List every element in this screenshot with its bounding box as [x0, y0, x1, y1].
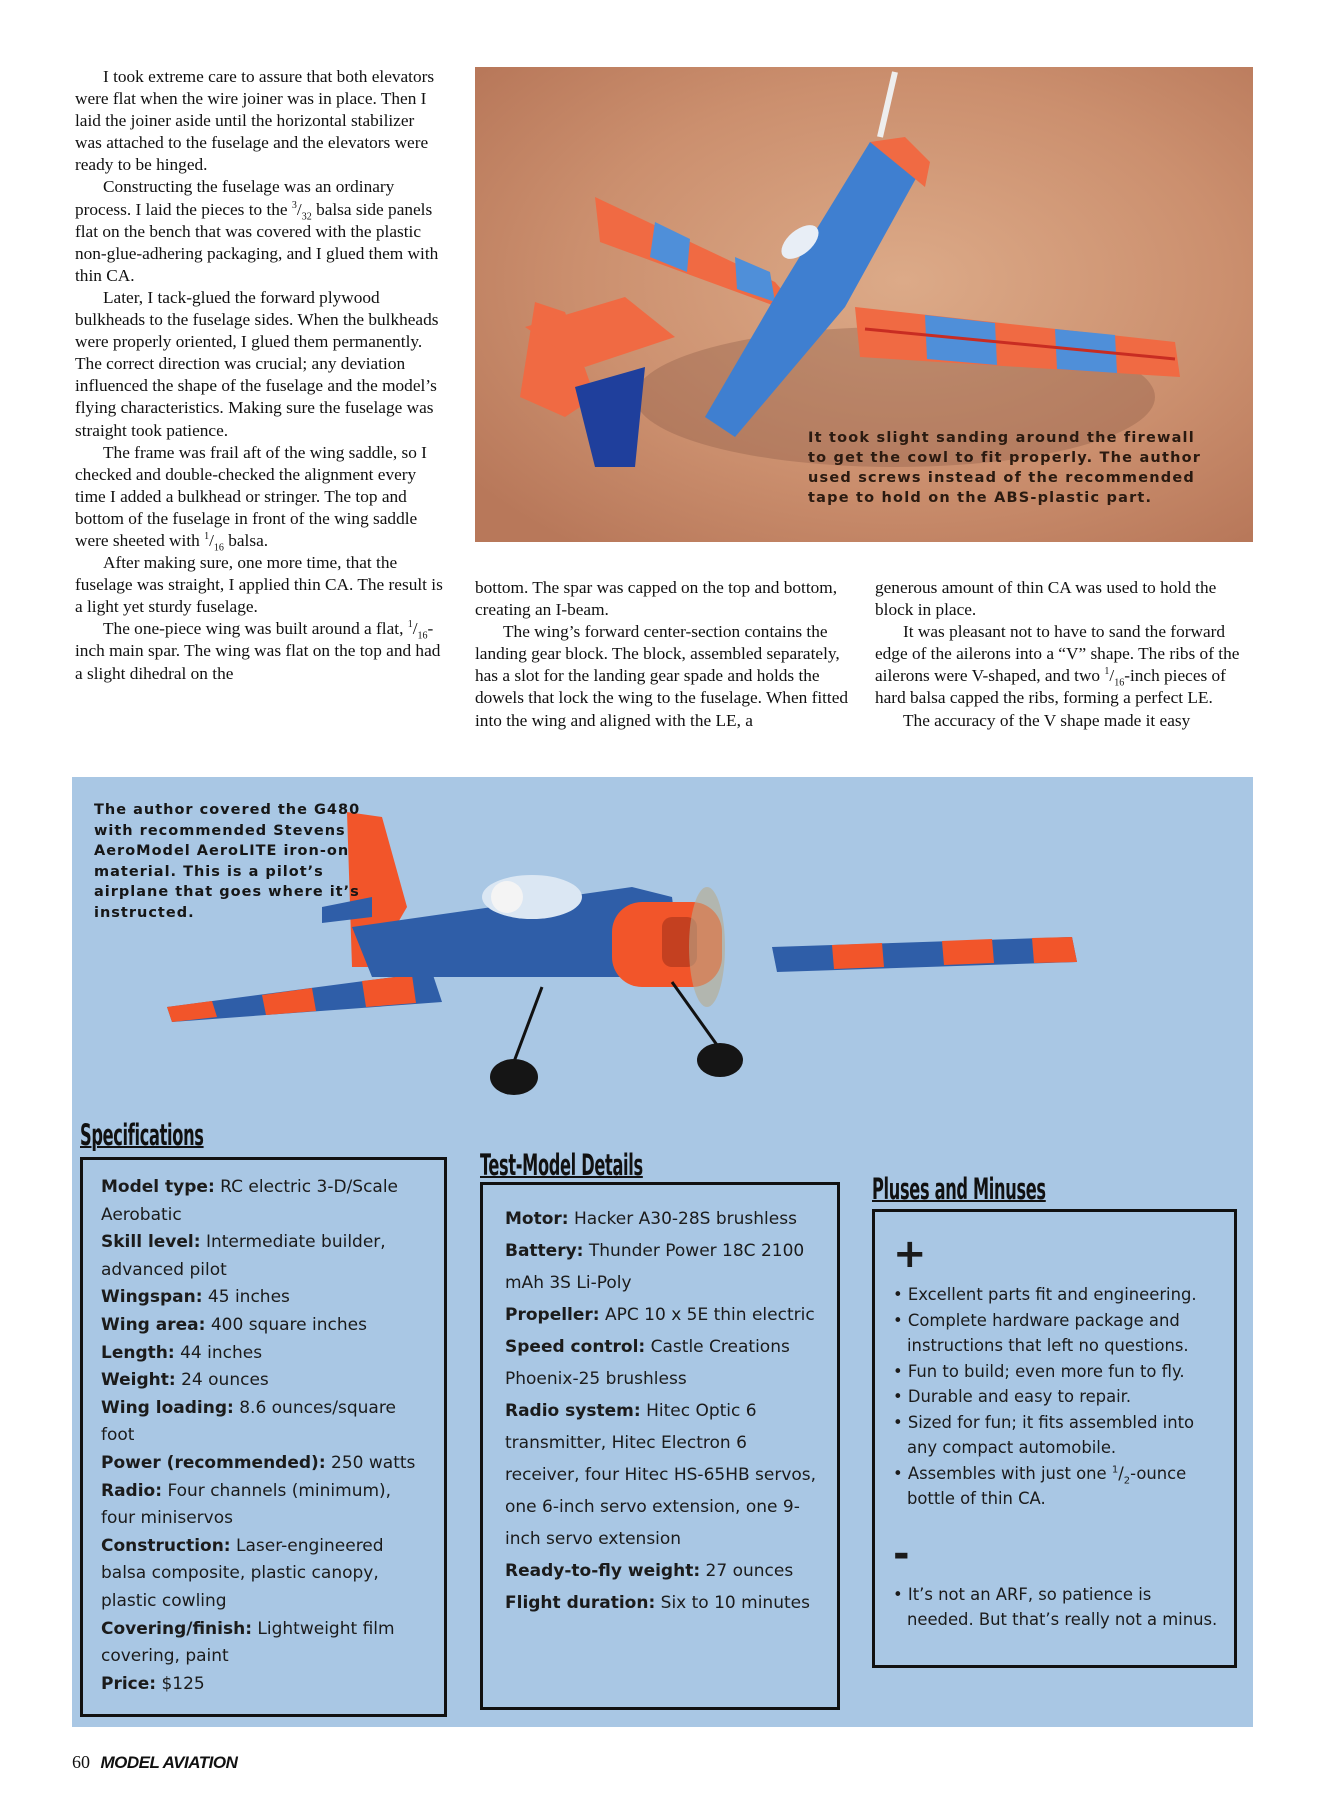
paragraph: The frame was frail aft of the wing saddle, so I checked and double-checked the alignment every time I added a bulkhead or stringer. The top and bottom of the fuselage in front of the wing saddle were sheeted with $^1/_{16}$ balsa.	[75, 442, 427, 554]
spec-row: Radio: Four channels (minimum), four miniservos	[101, 1480, 392, 1529]
spec-row: Weight: 24 ounces	[101, 1370, 269, 1391]
test-model-box	[480, 1182, 840, 1710]
plus-item: • Complete hardware package and instructions that left no questions.	[893, 1310, 1189, 1355]
article-column-left	[75, 66, 445, 685]
photo-caption-top: It took slight sanding around the firewall to get the cowl to fit properly. The author used screws instead of the recommended tape to hold on the ABS-plastic part.	[808, 430, 1202, 506]
paragraph: The wing’s forward center-section contains the landing gear block. The block, assembled separately, has a slot for the landing gear spade and holds the dowels that lock the wing to the fuselage. When fitted into the wing and aligned with the LE, a	[475, 622, 849, 730]
article-column-middle	[475, 577, 850, 732]
test-row: Battery: Thunder Power 18C 2100 mAh 3S Li-Poly	[505, 1241, 805, 1293]
paragraph: The one-piece wing was built around a flat, $^1/_{16}$-inch main spar. The wing was flat on the top and had a slight dihedral on the	[75, 619, 441, 683]
minus-item: • It’s not an ARF, so patience is needed. But that’s really not a minus.	[893, 1584, 1218, 1629]
test-row: Propeller: APC 10 x 5E thin electric	[505, 1305, 815, 1325]
test-row: Flight duration: Six to 10 minutes	[505, 1593, 810, 1613]
paragraph: The accuracy of the V shape made it easy	[903, 710, 1191, 730]
plus-item: • Assembles with just one $^1/_2$-ounce bottle of thin CA.	[893, 1463, 1187, 1508]
spec-row: Wing area: 400 square inches	[101, 1314, 367, 1335]
plus-item: • Sized for fun; it fits assembled into any compact automobile.	[893, 1412, 1195, 1457]
plus-item: • Durable and easy to repair.	[893, 1387, 1132, 1406]
plus-item: • Excellent parts fit and engineering.	[893, 1285, 1197, 1304]
spec-row: Wing loading: 8.6 ounces/square foot	[101, 1397, 396, 1446]
test-row: Ready-to-fly weight: 27 ounces	[505, 1561, 794, 1581]
paragraph: Constructing the fuselage was an ordinary process. I laid the pieces to the $^3/_{32}$ balsa side panels flat on the bench that was covered with the plastic non-glue-adhering packaging, and I glued them with thin CA.	[75, 177, 439, 285]
magazine-name: MODEL AVIATION	[100, 1753, 238, 1772]
photo-caption-bottom: The author covered the G480 with recommended Stevens AeroModel AeroLITE iron-on material. This is a pilot’s airplane that goes where it’s instructed.	[94, 802, 361, 921]
paragraph: Later, I tack-glued the forward plywood bulkheads to the fuselage sides. When the bulkheads were properly oriented, I glued them permanently. The correct direction was crucial; any deviation influenced the shape of the fuselage and the model’s flying characteristics. Making sure the fuselage was straight took patience.	[75, 287, 439, 440]
paragraph: generous amount of thin CA was used to hold the block in place.	[875, 578, 1217, 620]
test-row: Radio system: Hitec Optic 6 transmitter, Hitec Electron 6 receiver, four Hitec HS-65HB servos, one 6-inch servo extension, one 9-inch servo extension	[505, 1401, 817, 1549]
specifications-title: Specifications	[80, 1118, 204, 1152]
plus-icon: +	[893, 1231, 927, 1277]
test-model-title: Test-Model Details	[480, 1148, 643, 1182]
spec-row: Wingspan: 45 inches	[101, 1287, 290, 1308]
spec-row: Length: 44 inches	[101, 1342, 263, 1363]
page-number: 60	[72, 1752, 90, 1772]
plus-item: • Fun to build; even more fun to fly.	[893, 1361, 1185, 1381]
page-footer	[72, 1752, 237, 1773]
paragraph: bottom. The spar was capped on the top and bottom, creating an I-beam.	[475, 578, 838, 620]
article-column-right	[875, 577, 1250, 732]
pluses-minuses-title: Pluses and Minuses	[872, 1172, 1046, 1206]
spec-row: Skill level: Intermediate builder, advanced pilot	[101, 1232, 386, 1280]
specifications-box	[80, 1157, 447, 1717]
spec-row: Price: $125	[101, 1673, 205, 1694]
test-row: Speed control: Castle Creations Phoenix-25 brushless	[505, 1337, 790, 1389]
spec-row: Covering/finish: Lightweight film covering, paint	[101, 1618, 395, 1667]
paragraph: I took extreme care to assure that both elevators were flat when the wire joiner was in place. Then I laid the joiner aside until the horizontal stabilizer was attached to the fuselage and the elevators were ready to be hinged.	[75, 67, 435, 175]
paragraph: It was pleasant not to have to sand the forward edge of the ailerons into a “V” shape. The ribs of the ailerons were V-shaped, and two $^1/_{16}$-inch pieces of hard balsa capped the ribs, forming a perfect LE.	[875, 622, 1240, 708]
pluses-minuses-box	[872, 1209, 1237, 1668]
spec-row: Model type: RC electric 3-D/Scale Aerobatic	[101, 1177, 399, 1225]
spec-row: Power (recommended): 250 watts	[101, 1452, 416, 1473]
spec-row: Construction: Laser-engineered balsa composite, plastic canopy, plastic cowling	[101, 1535, 384, 1611]
minus-icon: -	[893, 1530, 910, 1577]
paragraph: After making sure, one more time, that the fuselage was straight, I applied thin CA. The result is a light yet sturdy fuselage.	[75, 553, 443, 617]
test-row: Motor: Hacker A30-28S brushless	[505, 1209, 797, 1229]
